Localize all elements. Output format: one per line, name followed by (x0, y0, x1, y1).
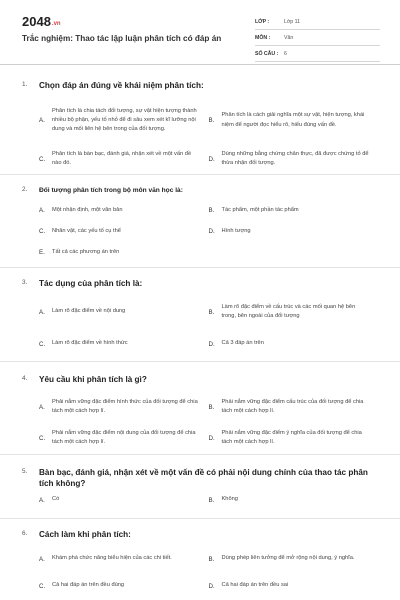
logo-suffix: .vn (51, 21, 61, 27)
quiz-info (255, 14, 380, 62)
option-text: Khám phá chức năng biểu hiện của các chi tiết. (52, 555, 172, 562)
answer-option[interactable] (39, 544, 209, 574)
option-letter: D. (208, 155, 215, 163)
answer-option[interactable] (39, 221, 209, 242)
question-number: 4. (22, 375, 28, 382)
option-text: Tất cả các phương án trên (52, 248, 120, 255)
option-letter: C. (39, 228, 46, 235)
option-text: Cả 3 đáp án trên (221, 340, 264, 347)
answer-option[interactable] (39, 331, 209, 357)
info-label: MÔN : (255, 34, 271, 41)
answer-option[interactable] (39, 423, 209, 453)
answer-option[interactable] (39, 293, 209, 331)
option-letter: A. (39, 207, 45, 214)
question-list (0, 64, 400, 600)
option-letter: B. (208, 403, 215, 411)
answer-option[interactable] (39, 97, 209, 144)
option-letter: A. (39, 308, 45, 316)
question-number: 5. (22, 468, 28, 475)
option-letter: B. (208, 117, 215, 124)
answer-option[interactable] (209, 574, 379, 598)
option-text: Phải nắm vững đặc điểm nội dung của đối tượng để chia tách một cách hợp lí. (52, 429, 196, 445)
option-text: Phân tích là chia tách đối tượng, sự vật hiện tượng thành nhiều bộ phận, yếu tố nhỏ để đi sâu xem xét kĩ lưỡng nội dung và mối liên hệ bên trong của đối tượng. (52, 107, 197, 133)
option-text: Phải nắm vững đặc điểm hình thức của đối tượng để chia tách một cách hợp lí. (52, 398, 198, 414)
answer-option[interactable] (209, 491, 379, 509)
question-text: Bàn bạc, đánh giá, nhận xét về một vấn đề có phải nội dung chính của thao tác phân tích không? (39, 468, 368, 488)
info-row-subject (255, 30, 380, 46)
question-item (0, 362, 400, 455)
answer-option[interactable] (209, 200, 379, 221)
option-text: Một nhận định, một văn bản (52, 206, 123, 213)
option-text: Cả hai đáp án trên đều sai (221, 582, 289, 589)
answer-option[interactable] (209, 97, 379, 144)
page-title: Trắc nghiệm: Thao tác lập luận phân tích có đáp án (22, 34, 222, 43)
option-text: Dùng phép liên tưởng để mở rộng nội dung, ý nghĩa. (221, 555, 355, 562)
option-letter: A. (39, 403, 45, 411)
page-header (0, 0, 400, 65)
option-letter: A. (39, 496, 45, 504)
answer-option[interactable] (39, 391, 209, 423)
info-label: LỚP : (255, 18, 270, 25)
answer-option[interactable] (39, 574, 209, 598)
info-row-grade (255, 14, 380, 30)
question-text: Chọn đáp án đúng về khái niệm phân tích: (39, 81, 204, 90)
option-letter: C. (39, 340, 46, 348)
option-letter: E. (39, 249, 45, 256)
option-letter: B. (208, 555, 215, 563)
logo-text: 2048 (22, 14, 51, 29)
answer-option[interactable] (39, 242, 378, 263)
option-letter: A. (39, 117, 45, 124)
answer-option[interactable] (39, 200, 209, 221)
question-number: 3. (22, 279, 28, 286)
option-text: Phân tích là bàn bạc, đánh giá, nhận xét về một vấn đề nào đó. (52, 150, 192, 166)
option-text: Hình tượng (221, 227, 251, 234)
option-text: Tác phẩm, một phần tác phẩm (221, 206, 299, 213)
option-letter: D. (208, 340, 215, 348)
option-text: Cả hai đáp án trên đều đúng (52, 582, 125, 589)
option-letter: D. (208, 434, 215, 442)
answer-option[interactable] (209, 544, 379, 574)
answer-option[interactable] (209, 391, 379, 423)
option-text: Dùng những bằng chứng chân thực, đã được chứng tỏ để thừa nhận đối tượng. (221, 150, 369, 166)
info-value: Lớp 11 (284, 18, 300, 25)
option-text: Làm rõ đặc điểm về cấu trúc và các mối quan hệ bên trong, bên ngoài của đối tượng (221, 303, 356, 319)
option-text: Phải nắm vững đặc điểm ý nghĩa của đối tượng để chia tách một cách hợp lí. (221, 429, 362, 445)
question-item (0, 455, 400, 519)
option-letter: D. (208, 582, 215, 590)
option-text: Phân tích là cách giải nghĩa một sự vật, hiện tượng, khái niệm để người đọc hiểu rõ, hiểu đúng vấn đề. (221, 112, 365, 128)
question-item (0, 64, 400, 175)
info-row-count (255, 46, 380, 62)
info-label: SỐ CÂU : (255, 50, 279, 57)
question-text: Cách làm khi phân tích: (39, 530, 131, 539)
option-letter: A. (39, 555, 45, 563)
question-text: Tác dụng của phân tích là: (39, 279, 143, 288)
answer-option[interactable] (209, 221, 379, 242)
option-letter: C. (39, 434, 46, 442)
question-item (0, 268, 400, 362)
option-text: Phải nắm vững đặc điểm cấu trúc của đối tượng để chia tách một cách hợp lí. (221, 398, 364, 414)
question-item (0, 175, 400, 268)
option-letter: C. (39, 582, 46, 590)
question-text: Đối tượng phân tích trong bộ môn văn học là: (39, 187, 183, 194)
answer-option[interactable] (209, 293, 379, 331)
option-text: Có (52, 496, 60, 503)
answer-option[interactable] (209, 423, 379, 453)
option-text: Làm rõ đặc điểm về nội dung (52, 308, 126, 315)
answer-option[interactable] (39, 491, 209, 509)
option-text: Không (221, 496, 238, 503)
option-text: Nhân vật, các yếu tố cụ thể (52, 227, 121, 234)
option-letter: B. (208, 496, 215, 504)
info-value: Văn (284, 34, 294, 41)
question-text: Yêu cầu khi phân tích là gì? (39, 375, 147, 384)
option-letter: B. (208, 308, 215, 316)
question-number: 1. (22, 81, 28, 88)
answer-option[interactable] (209, 331, 379, 357)
option-letter: C. (39, 155, 46, 163)
site-logo[interactable] (22, 14, 61, 29)
option-letter: B. (208, 207, 215, 214)
answer-option[interactable] (39, 144, 209, 174)
info-value: 6 (284, 50, 287, 57)
option-letter: D. (208, 228, 215, 235)
question-number: 6. (22, 530, 28, 537)
option-text: Làm rõ đặc điểm về hình thức (52, 340, 128, 347)
question-item (0, 519, 400, 600)
question-number: 2. (22, 186, 28, 193)
answer-option[interactable] (209, 144, 379, 174)
